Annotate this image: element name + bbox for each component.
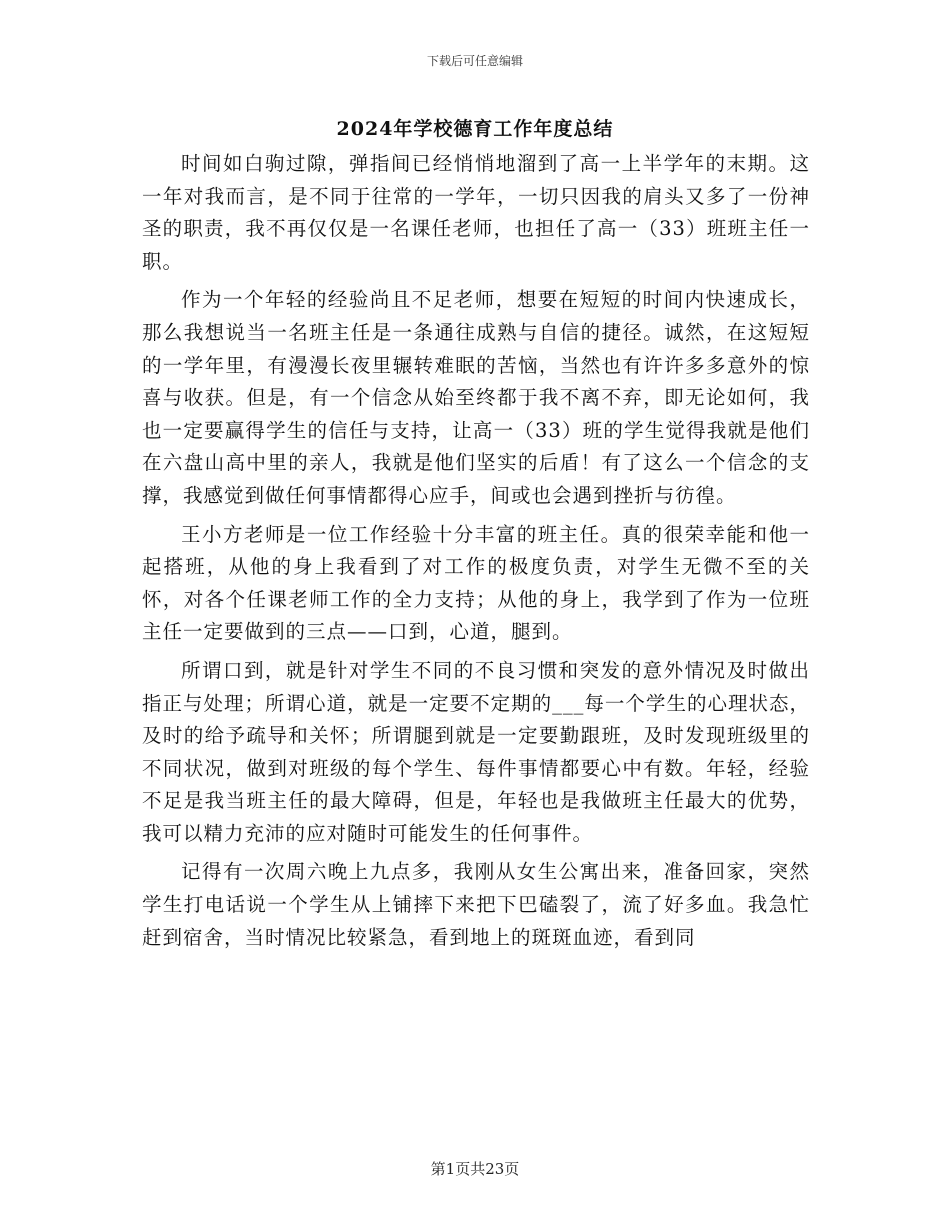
document-title: 2024年学校德育工作年度总结 xyxy=(336,118,614,140)
paragraph-5: 记得有一次周六晚上九点多，我刚从女生公寓出来，准备回家，突然学生打电话说一个学生从上铺摔下来把下巴磕裂了，流了好多血。我急忙赶到宿舍，当时情况比较紧急，看到地上的斑斑血迹，看到同 xyxy=(142,860,810,949)
paragraph-3: 王小方老师是一位工作经验十分丰富的班主任。真的很荣幸能和他一起搭班，从他的身上我看到了对工作的极度负责，对学生无微不至的关怀，对各个任课老师工作的全力支持；从他的身上，我学到了作为一位班主任一定要做到的三点——口到，心道，腿到。 xyxy=(142,522,810,644)
paragraph-2: 作为一个年轻的经验尚且不足老师，想要在短短的时间内快速成长，那么我想说当一名班主任是一条通往成熟与自信的捷径。诚然，在这短短的一学年里，有漫漫长夜里辗转难眠的苦恼，当然也有许许多多意外的惊喜与收获。但是，有一个信念从始至终都于我不离不弃，即无论如何，我也一定要赢得学生的信任与支持，让高一（33）班的学生觉得我就是他们在六盘山高中里的亲人，我就是他们坚实的后盾！有了这么一个信念的支撑，我感觉到做任何事情都得心应手，间或也会遇到挫折与彷徨。 xyxy=(142,288,810,507)
paragraph-4: 所谓口到，就是针对学生不同的不良习惯和突发的意外情况及时做出指正与处理；所谓心道，就是一定要不定期的___每一个学生的心理状态，及时的给予疏导和关怀；所谓腿到就是一定要勤跟班，及时发现班级里的不同状况，做到对班级的每个学生、每件事情都要心中有数。年轻，经验不足是我当班主任的最大障碍，但是，年轻也是我做班主任最大的优势，我可以精力充沛的应对随时可能发生的任何事件。 xyxy=(142,658,810,845)
document-body xyxy=(142,148,810,960)
header-note: 下载后可任意编辑 xyxy=(426,54,523,68)
paragraph-1: 时间如白驹过隙，弹指间已经悄悄地溜到了高一上半学年的末期。这一年对我而言，是不同于往常的一学年，一切只因我的肩头又多了一份神圣的职责，我不再仅仅是一名课任老师，也担任了高一（33）班班主任一职。 xyxy=(142,152,810,273)
page-number-footer: 第1页共23页 xyxy=(430,1160,520,1178)
